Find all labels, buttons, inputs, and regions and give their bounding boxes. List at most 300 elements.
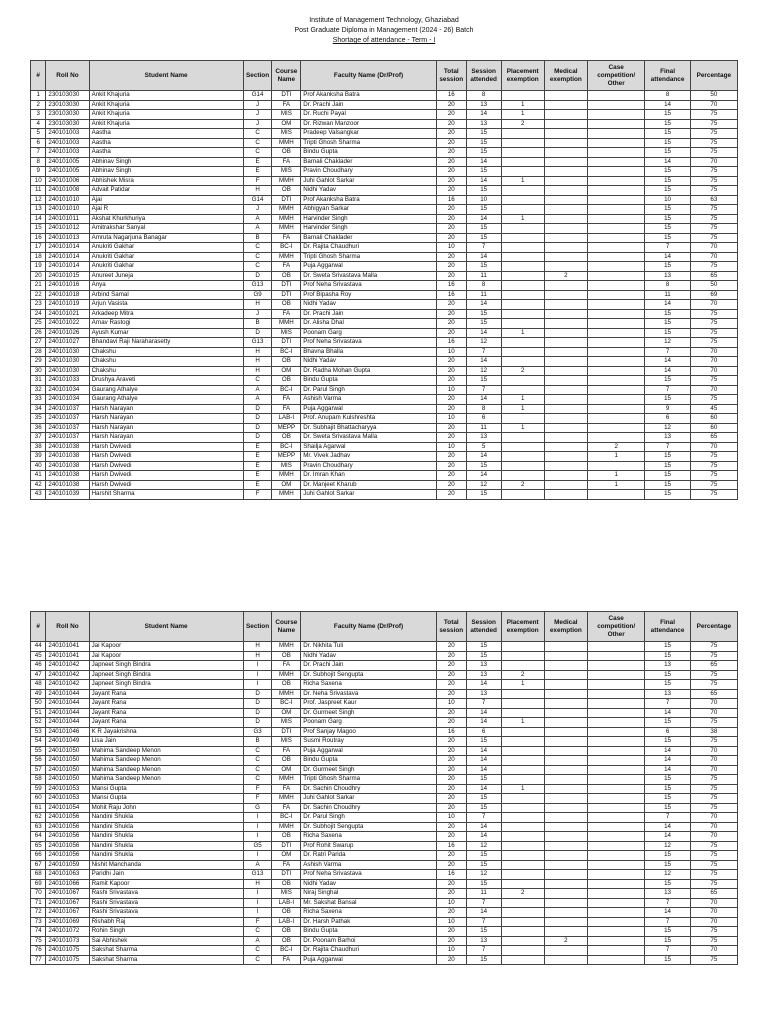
medical-exemption-cell: [544, 328, 587, 338]
faculty-name-cell: Nidhi Yadav: [301, 186, 437, 196]
table-row: [31, 423, 738, 433]
column-header-section: Section: [243, 61, 272, 91]
section-cell: G13: [243, 870, 272, 880]
row-number-cell: 42: [31, 480, 46, 490]
total-session-cell: 20: [436, 262, 466, 272]
column-header-final-attendance: Final attendance: [645, 61, 690, 91]
roll-no-cell: 240101073: [46, 936, 89, 946]
percentage-cell: 65: [690, 889, 737, 899]
table-row: [31, 775, 738, 785]
roll-no-cell: 230103030: [46, 119, 89, 129]
session-attended-cell: 15: [466, 803, 501, 813]
row-number-cell: 53: [31, 727, 46, 737]
percentage-cell: 70: [690, 243, 737, 253]
column-header-percentage: Percentage: [690, 61, 737, 91]
total-session-cell: 20: [436, 803, 466, 813]
table-row: [31, 328, 738, 338]
session-attended-cell: 15: [466, 224, 501, 234]
case-competition-cell: [587, 385, 645, 395]
faculty-name-cell: Dr. Parul Singh: [301, 385, 437, 395]
institute-name: Institute of Management Technology, Ghaziabad: [309, 17, 459, 24]
roll-no-cell: 240101067: [46, 889, 89, 899]
medical-exemption-cell: [544, 119, 587, 129]
column-header-case-competition: Case competition/ Other: [587, 612, 645, 642]
placement-exemption-cell: [501, 233, 544, 243]
medical-exemption-cell: [544, 423, 587, 433]
medical-exemption-cell: 2: [544, 271, 587, 281]
placement-exemption-cell: [501, 452, 544, 462]
roll-no-cell: 240101030: [46, 357, 89, 367]
medical-exemption-cell: [544, 243, 587, 253]
roll-no-cell: 240101033: [46, 376, 89, 386]
roll-no-cell: 240101034: [46, 395, 89, 405]
course-name-cell: FA: [272, 309, 301, 319]
case-competition-cell: [587, 138, 645, 148]
student-name-cell: Nandini Shukla: [89, 813, 243, 823]
total-session-cell: 20: [436, 851, 466, 861]
medical-exemption-cell: [544, 300, 587, 310]
faculty-name-cell: Niraj Singhal: [301, 889, 437, 899]
row-number-cell: 31: [31, 376, 46, 386]
student-name-cell: Sai Abhishek: [89, 936, 243, 946]
column-header-course-name: Course Name: [272, 612, 301, 642]
case-competition-cell: [587, 699, 645, 709]
medical-exemption-cell: [544, 642, 587, 652]
percentage-cell: 70: [690, 252, 737, 262]
faculty-name-cell: Dr. Rizwan Manzoor: [301, 119, 437, 129]
medical-exemption-cell: [544, 157, 587, 167]
final-attendance-cell: 7: [645, 385, 690, 395]
case-competition-cell: [587, 281, 645, 291]
session-attended-cell: 12: [466, 338, 501, 348]
final-attendance-cell: 7: [645, 243, 690, 253]
section-cell: H: [243, 879, 272, 889]
case-competition-cell: [587, 908, 645, 918]
medical-exemption-cell: [544, 186, 587, 196]
faculty-name-cell: Nidhi Yadav: [301, 879, 437, 889]
case-competition-cell: [587, 813, 645, 823]
table-row: [31, 689, 738, 699]
session-attended-cell: 14: [466, 908, 501, 918]
row-number-cell: 60: [31, 794, 46, 804]
medical-exemption-cell: [544, 794, 587, 804]
course-name-cell: OB: [272, 186, 301, 196]
section-cell: E: [243, 442, 272, 452]
percentage-cell: 70: [690, 385, 737, 395]
session-attended-cell: 14: [466, 746, 501, 756]
table-row: [31, 699, 738, 709]
student-name-cell: Japneet Singh Bindra: [89, 680, 243, 690]
column-header-student-name: Student Name: [89, 612, 243, 642]
session-attended-cell: 14: [466, 110, 501, 120]
row-number-cell: 13: [31, 205, 46, 215]
percentage-cell: 75: [690, 642, 737, 652]
course-name-cell: DTI: [272, 841, 301, 851]
section-cell: G9: [243, 290, 272, 300]
roll-no-cell: 240101067: [46, 898, 89, 908]
medical-exemption-cell: [544, 442, 587, 452]
table-row: [31, 851, 738, 861]
section-cell: C: [243, 129, 272, 139]
percentage-cell: 75: [690, 205, 737, 215]
percentage-cell: 69: [690, 290, 737, 300]
table-row: [31, 186, 738, 196]
section-cell: D: [243, 414, 272, 424]
roll-no-cell: 240101005: [46, 167, 89, 177]
medical-exemption-cell: [544, 661, 587, 671]
course-name-cell: OB: [272, 936, 301, 946]
roll-no-cell: 240101038: [46, 480, 89, 490]
student-name-cell: Ankit Khajuria: [89, 91, 243, 101]
course-name-cell: BC-I: [272, 442, 301, 452]
table-row: [31, 281, 738, 291]
roll-no-cell: 240101003: [46, 148, 89, 158]
section-cell: A: [243, 860, 272, 870]
student-name-cell: Lisa Jain: [89, 737, 243, 747]
roll-no-cell: 240101056: [46, 841, 89, 851]
student-name-cell: Harsh Dwivedi: [89, 480, 243, 490]
faculty-name-cell: Bindu Gupta: [301, 927, 437, 937]
session-attended-cell: 8: [466, 281, 501, 291]
final-attendance-cell: 15: [645, 794, 690, 804]
session-attended-cell: 7: [466, 813, 501, 823]
placement-exemption-cell: [501, 157, 544, 167]
total-session-cell: 10: [436, 917, 466, 927]
placement-exemption-cell: [501, 300, 544, 310]
section-cell: C: [243, 756, 272, 766]
placement-exemption-cell: [501, 775, 544, 785]
section-cell: G: [243, 803, 272, 813]
attendance-table-2: [30, 611, 738, 965]
course-name-cell: FA: [272, 746, 301, 756]
row-number-cell: 51: [31, 708, 46, 718]
faculty-name-cell: Pravin Choudhary: [301, 461, 437, 471]
student-name-cell: Nandini Shukla: [89, 841, 243, 851]
table-row: [31, 813, 738, 823]
placement-exemption-cell: 1: [501, 423, 544, 433]
course-name-cell: MIS: [272, 889, 301, 899]
final-attendance-cell: 15: [645, 471, 690, 481]
placement-exemption-cell: 1: [501, 680, 544, 690]
row-number-cell: 68: [31, 870, 46, 880]
final-attendance-cell: 15: [645, 148, 690, 158]
faculty-name-cell: Prof Neha Srivastava: [301, 281, 437, 291]
total-session-cell: 20: [436, 271, 466, 281]
course-name-cell: FA: [272, 100, 301, 110]
row-number-cell: 47: [31, 670, 46, 680]
roll-no-cell: 240101038: [46, 471, 89, 481]
final-attendance-cell: 14: [645, 300, 690, 310]
student-name-cell: Mansi Gupta: [89, 794, 243, 804]
table-row: [31, 271, 738, 281]
case-competition-cell: [587, 927, 645, 937]
medical-exemption-cell: [544, 708, 587, 718]
course-name-cell: MMH: [272, 471, 301, 481]
faculty-name-cell: Mr. Sakshat Bansal: [301, 898, 437, 908]
table-row: [31, 129, 738, 139]
case-competition-cell: [587, 224, 645, 234]
course-name-cell: BC-I: [272, 347, 301, 357]
course-name-cell: MMH: [272, 176, 301, 186]
placement-exemption-cell: [501, 414, 544, 424]
total-session-cell: 20: [436, 148, 466, 158]
row-number-cell: 74: [31, 927, 46, 937]
roll-no-cell: 240101021: [46, 309, 89, 319]
faculty-name-cell: Dr. Harsh Pathak: [301, 917, 437, 927]
final-attendance-cell: 15: [645, 129, 690, 139]
medical-exemption-cell: [544, 461, 587, 471]
case-competition-cell: [587, 765, 645, 775]
total-session-cell: 20: [436, 879, 466, 889]
total-session-cell: 20: [436, 167, 466, 177]
medical-exemption-cell: [544, 784, 587, 794]
faculty-name-cell: Dr. Subhojit Sengupta: [301, 670, 437, 680]
final-attendance-cell: 15: [645, 737, 690, 747]
final-attendance-cell: 15: [645, 376, 690, 386]
faculty-name-cell: Barnali Chaklader: [301, 233, 437, 243]
student-name-cell: Nishit Manchanda: [89, 860, 243, 870]
table-row: [31, 889, 738, 899]
table-row: [31, 176, 738, 186]
placement-exemption-cell: [501, 376, 544, 386]
table-row: [31, 651, 738, 661]
row-number-cell: 46: [31, 661, 46, 671]
final-attendance-cell: 7: [645, 898, 690, 908]
section-cell: F: [243, 917, 272, 927]
section-cell: F: [243, 176, 272, 186]
case-competition-cell: [587, 708, 645, 718]
final-attendance-cell: 15: [645, 651, 690, 661]
total-session-cell: 20: [436, 860, 466, 870]
course-name-cell: MMH: [272, 775, 301, 785]
row-number-cell: 59: [31, 784, 46, 794]
case-competition-cell: [587, 803, 645, 813]
student-name-cell: Rishabh Raj: [89, 917, 243, 927]
placement-exemption-cell: [501, 91, 544, 101]
row-number-cell: 67: [31, 860, 46, 870]
roll-no-cell: 240101039: [46, 490, 89, 500]
medical-exemption-cell: [544, 775, 587, 785]
column-header-student-name: Student Name: [89, 61, 243, 91]
table-row: [31, 737, 738, 747]
medical-exemption-cell: [544, 471, 587, 481]
section-cell: I: [243, 670, 272, 680]
roll-no-cell: 230103030: [46, 100, 89, 110]
course-name-cell: MMH: [272, 205, 301, 215]
row-number-cell: 23: [31, 300, 46, 310]
section-cell: G5: [243, 841, 272, 851]
table-row: [31, 680, 738, 690]
table-row: [31, 480, 738, 490]
table-row: [31, 727, 738, 737]
total-session-cell: 20: [436, 927, 466, 937]
student-name-cell: Abhinav Singh: [89, 167, 243, 177]
session-attended-cell: 10: [466, 195, 501, 205]
course-name-cell: MIS: [272, 328, 301, 338]
placement-exemption-cell: 2: [501, 670, 544, 680]
case-competition-cell: [587, 404, 645, 414]
student-name-cell: Paridhi Jain: [89, 870, 243, 880]
percentage-cell: 75: [690, 110, 737, 120]
placement-exemption-cell: [501, 898, 544, 908]
table-row: [31, 946, 738, 956]
final-attendance-cell: 15: [645, 718, 690, 728]
placement-exemption-cell: 2: [501, 366, 544, 376]
medical-exemption-cell: [544, 955, 587, 965]
placement-exemption-cell: [501, 822, 544, 832]
column-header-faculty-name: Faculty Name (Dr/Prof): [301, 612, 437, 642]
row-number-cell: 28: [31, 347, 46, 357]
section-cell: E: [243, 480, 272, 490]
faculty-name-cell: Prof. Anupam Kulshreshta: [301, 414, 437, 424]
placement-exemption-cell: [501, 803, 544, 813]
roll-no-cell: 240101066: [46, 879, 89, 889]
final-attendance-cell: 15: [645, 167, 690, 177]
session-attended-cell: 15: [466, 309, 501, 319]
section-cell: H: [243, 651, 272, 661]
table-row: [31, 357, 738, 367]
roll-no-cell: 240101019: [46, 300, 89, 310]
final-attendance-cell: 15: [645, 176, 690, 186]
course-name-cell: OB: [272, 832, 301, 842]
placement-exemption-cell: [501, 338, 544, 348]
student-name-cell: Japneet Singh Bindra: [89, 670, 243, 680]
placement-exemption-cell: [501, 433, 544, 443]
faculty-name-cell: Prof Bipasha Roy: [301, 290, 437, 300]
placement-exemption-cell: [501, 461, 544, 471]
table-row: [31, 898, 738, 908]
placement-exemption-cell: [501, 727, 544, 737]
row-number-cell: 27: [31, 338, 46, 348]
placement-exemption-cell: [501, 955, 544, 965]
total-session-cell: 20: [436, 423, 466, 433]
percentage-cell: 70: [690, 946, 737, 956]
placement-exemption-cell: [501, 870, 544, 880]
table-row: [31, 347, 738, 357]
table-row: [31, 167, 738, 177]
percentage-cell: 70: [690, 357, 737, 367]
total-session-cell: 20: [436, 328, 466, 338]
student-name-cell: Mahima Sandeep Menon: [89, 756, 243, 766]
table-row: [31, 794, 738, 804]
student-name-cell: Mahima Sandeep Menon: [89, 775, 243, 785]
course-name-cell: MMH: [272, 214, 301, 224]
medical-exemption-cell: [544, 385, 587, 395]
medical-exemption-cell: [544, 309, 587, 319]
total-session-cell: 20: [436, 138, 466, 148]
faculty-name-cell: Dr. Ruchi Payal: [301, 110, 437, 120]
percentage-cell: 65: [690, 661, 737, 671]
student-name-cell: Anukriti Gakhar: [89, 262, 243, 272]
percentage-cell: 75: [690, 319, 737, 329]
student-name-cell: Rohin Singh: [89, 927, 243, 937]
faculty-name-cell: Dr. Prachi Jain: [301, 661, 437, 671]
course-name-cell: OB: [272, 357, 301, 367]
row-number-cell: 54: [31, 737, 46, 747]
course-name-cell: LAB-I: [272, 898, 301, 908]
table-row: [31, 832, 738, 842]
table-row: [31, 718, 738, 728]
session-attended-cell: 13: [466, 433, 501, 443]
placement-exemption-cell: [501, 195, 544, 205]
roll-no-cell: 240101038: [46, 461, 89, 471]
roll-no-cell: 240101038: [46, 452, 89, 462]
case-competition-cell: [587, 129, 645, 139]
case-competition-cell: [587, 936, 645, 946]
percentage-cell: 75: [690, 395, 737, 405]
course-name-cell: OB: [272, 908, 301, 918]
faculty-name-cell: Puja Aggarwal: [301, 746, 437, 756]
placement-exemption-cell: [501, 642, 544, 652]
section-cell: A: [243, 214, 272, 224]
final-attendance-cell: 7: [645, 917, 690, 927]
final-attendance-cell: 15: [645, 452, 690, 462]
medical-exemption-cell: [544, 680, 587, 690]
total-session-cell: 10: [436, 699, 466, 709]
course-name-cell: FA: [272, 860, 301, 870]
case-competition-cell: [587, 889, 645, 899]
percentage-cell: 70: [690, 832, 737, 842]
session-attended-cell: 14: [466, 822, 501, 832]
faculty-name-cell: Nidhi Yadav: [301, 651, 437, 661]
session-attended-cell: 14: [466, 357, 501, 367]
roll-no-cell: 240101056: [46, 822, 89, 832]
session-attended-cell: 5: [466, 442, 501, 452]
total-session-cell: 20: [436, 224, 466, 234]
placement-exemption-cell: 2: [501, 889, 544, 899]
row-number-cell: 34: [31, 404, 46, 414]
case-competition-cell: [587, 328, 645, 338]
session-attended-cell: 15: [466, 148, 501, 158]
case-competition-cell: [587, 832, 645, 842]
table-row: [31, 822, 738, 832]
percentage-cell: 75: [690, 718, 737, 728]
case-competition-cell: [587, 860, 645, 870]
student-name-cell: Anya: [89, 281, 243, 291]
roll-no-cell: 240101050: [46, 775, 89, 785]
faculty-name-cell: Dr. Poonam Barhoi: [301, 936, 437, 946]
course-name-cell: FA: [272, 157, 301, 167]
session-attended-cell: 7: [466, 243, 501, 253]
section-cell: C: [243, 148, 272, 158]
student-name-cell: Nandini Shukla: [89, 822, 243, 832]
medical-exemption-cell: [544, 727, 587, 737]
section-cell: E: [243, 157, 272, 167]
medical-exemption-cell: [544, 860, 587, 870]
session-attended-cell: 15: [466, 775, 501, 785]
student-name-cell: Anukriti Gakhar: [89, 243, 243, 253]
student-name-cell: Gaurang Athalye: [89, 395, 243, 405]
final-attendance-cell: 15: [645, 803, 690, 813]
placement-exemption-cell: 1: [501, 718, 544, 728]
table-row: [31, 395, 738, 405]
total-session-cell: 20: [436, 176, 466, 186]
table-row: [31, 433, 738, 443]
final-attendance-cell: 14: [645, 100, 690, 110]
roll-no-cell: 240101015: [46, 271, 89, 281]
session-attended-cell: 11: [466, 889, 501, 899]
course-name-cell: MMH: [272, 224, 301, 234]
session-attended-cell: 15: [466, 490, 501, 500]
table-row: [31, 642, 738, 652]
percentage-cell: 75: [690, 651, 737, 661]
final-attendance-cell: 15: [645, 138, 690, 148]
faculty-name-cell: Dr. Sweta Srivastava Malla: [301, 433, 437, 443]
section-cell: I: [243, 832, 272, 842]
case-competition-cell: [587, 91, 645, 101]
final-attendance-cell: 15: [645, 186, 690, 196]
percentage-cell: 75: [690, 214, 737, 224]
